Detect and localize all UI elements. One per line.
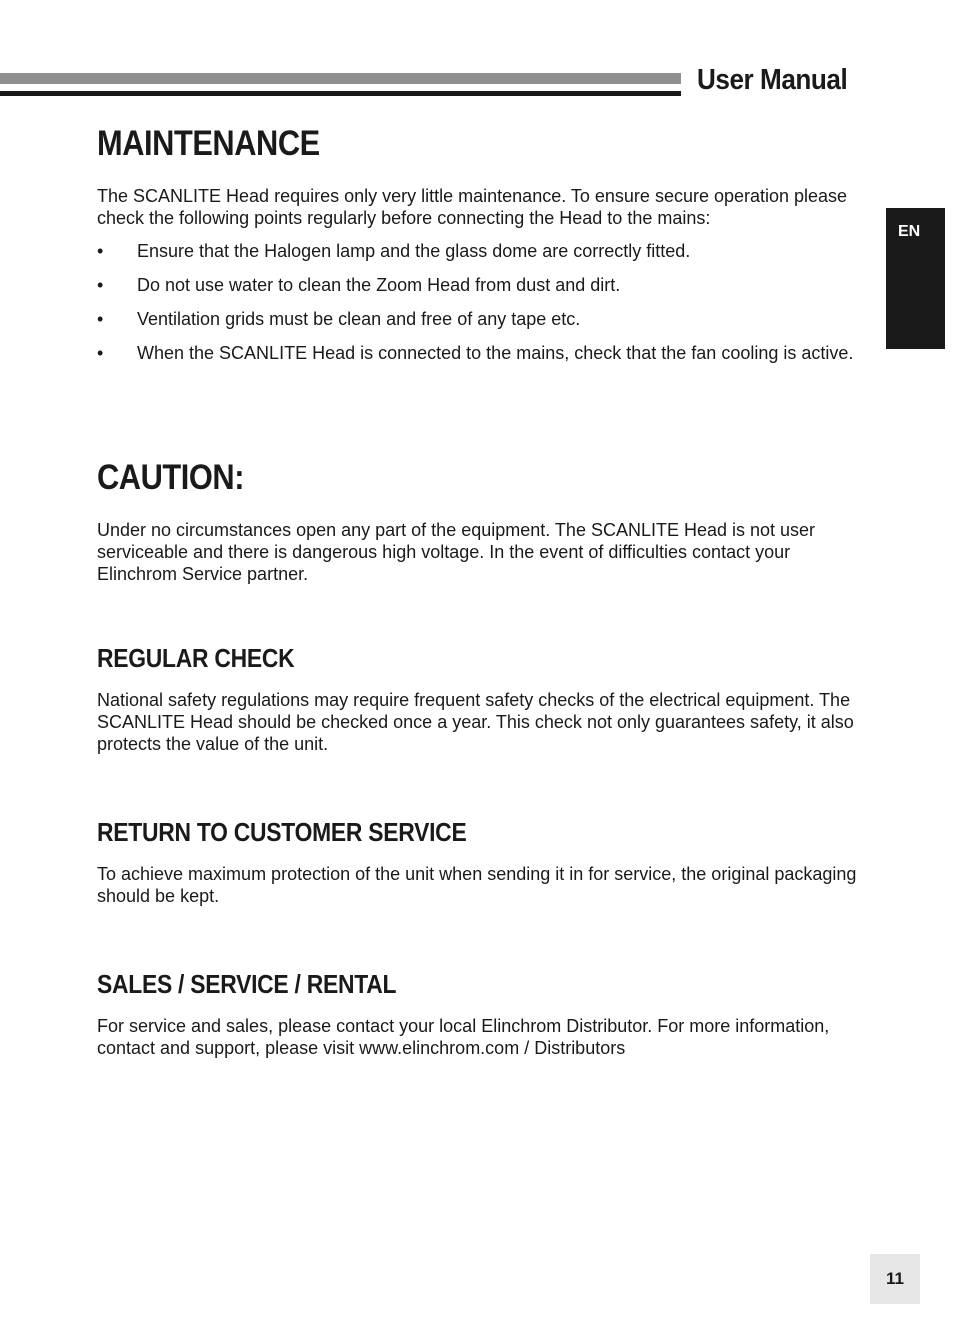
sales-heading: SALES / SERVICE / RENTAL xyxy=(97,969,397,999)
sales-text: For service and sales, please contact your local Elinchrom Distributor. For more information, contact and support, please visit www.elinchrom.com / Distributors xyxy=(97,1016,830,1058)
header-rule-black xyxy=(0,91,681,96)
return-service-text: To achieve maximum protection of the unit when sending it in for service, the original packaging should be kept. xyxy=(97,864,857,906)
return-service-heading: RETURN TO CUSTOMER SERVICE xyxy=(97,817,467,847)
bullet-icon: • xyxy=(97,241,104,261)
list-item: • Do not use water to clean the Zoom Head from dust and dirt. xyxy=(97,272,857,299)
page-number: 11 xyxy=(870,1254,920,1304)
list-item: • Ventilation grids must be clean and free of any tape etc. xyxy=(97,306,857,333)
regular-check-text: National safety regulations may require frequent safety checks of the electrical equipment. The SCANLITE Head should be checked once a year. This check not only guarantees safety, it also protects the value of the unit. xyxy=(97,690,854,754)
bullet-icon: • xyxy=(97,275,104,295)
regular-check-heading: REGULAR CHECK xyxy=(97,643,295,673)
sales-section xyxy=(97,971,857,1059)
bullet-icon: • xyxy=(97,343,104,363)
language-tab xyxy=(886,208,945,349)
maintenance-heading: MAINTENANCE xyxy=(97,124,320,163)
regular-check-section xyxy=(97,645,857,755)
language-tab-label: EN xyxy=(898,223,921,240)
header-title: User Manual xyxy=(697,64,848,96)
header-rule-gray xyxy=(0,73,681,84)
list-item: • When the SCANLITE Head is connected to the mains, check that the fan cooling is active. xyxy=(97,340,857,367)
maintenance-bullet-list xyxy=(97,238,857,367)
return-service-section xyxy=(97,819,857,907)
caution-section xyxy=(97,460,857,585)
list-item: • Ensure that the Halogen lamp and the glass dome are correctly fitted. xyxy=(97,238,857,265)
maintenance-intro: The SCANLITE Head requires only very little maintenance. To ensure secure operation please check the following points regularly before connecting the Head to the mains: xyxy=(97,186,848,228)
maintenance-section xyxy=(97,126,857,374)
caution-text: Under no circumstances open any part of the equipment. The SCANLITE Head is not user serviceable and there is dangerous high voltage. In the event of difficulties contact your Elinchrom Service partner. xyxy=(97,520,816,584)
bullet-icon: • xyxy=(97,309,104,329)
caution-heading: CAUTION: xyxy=(97,458,245,497)
